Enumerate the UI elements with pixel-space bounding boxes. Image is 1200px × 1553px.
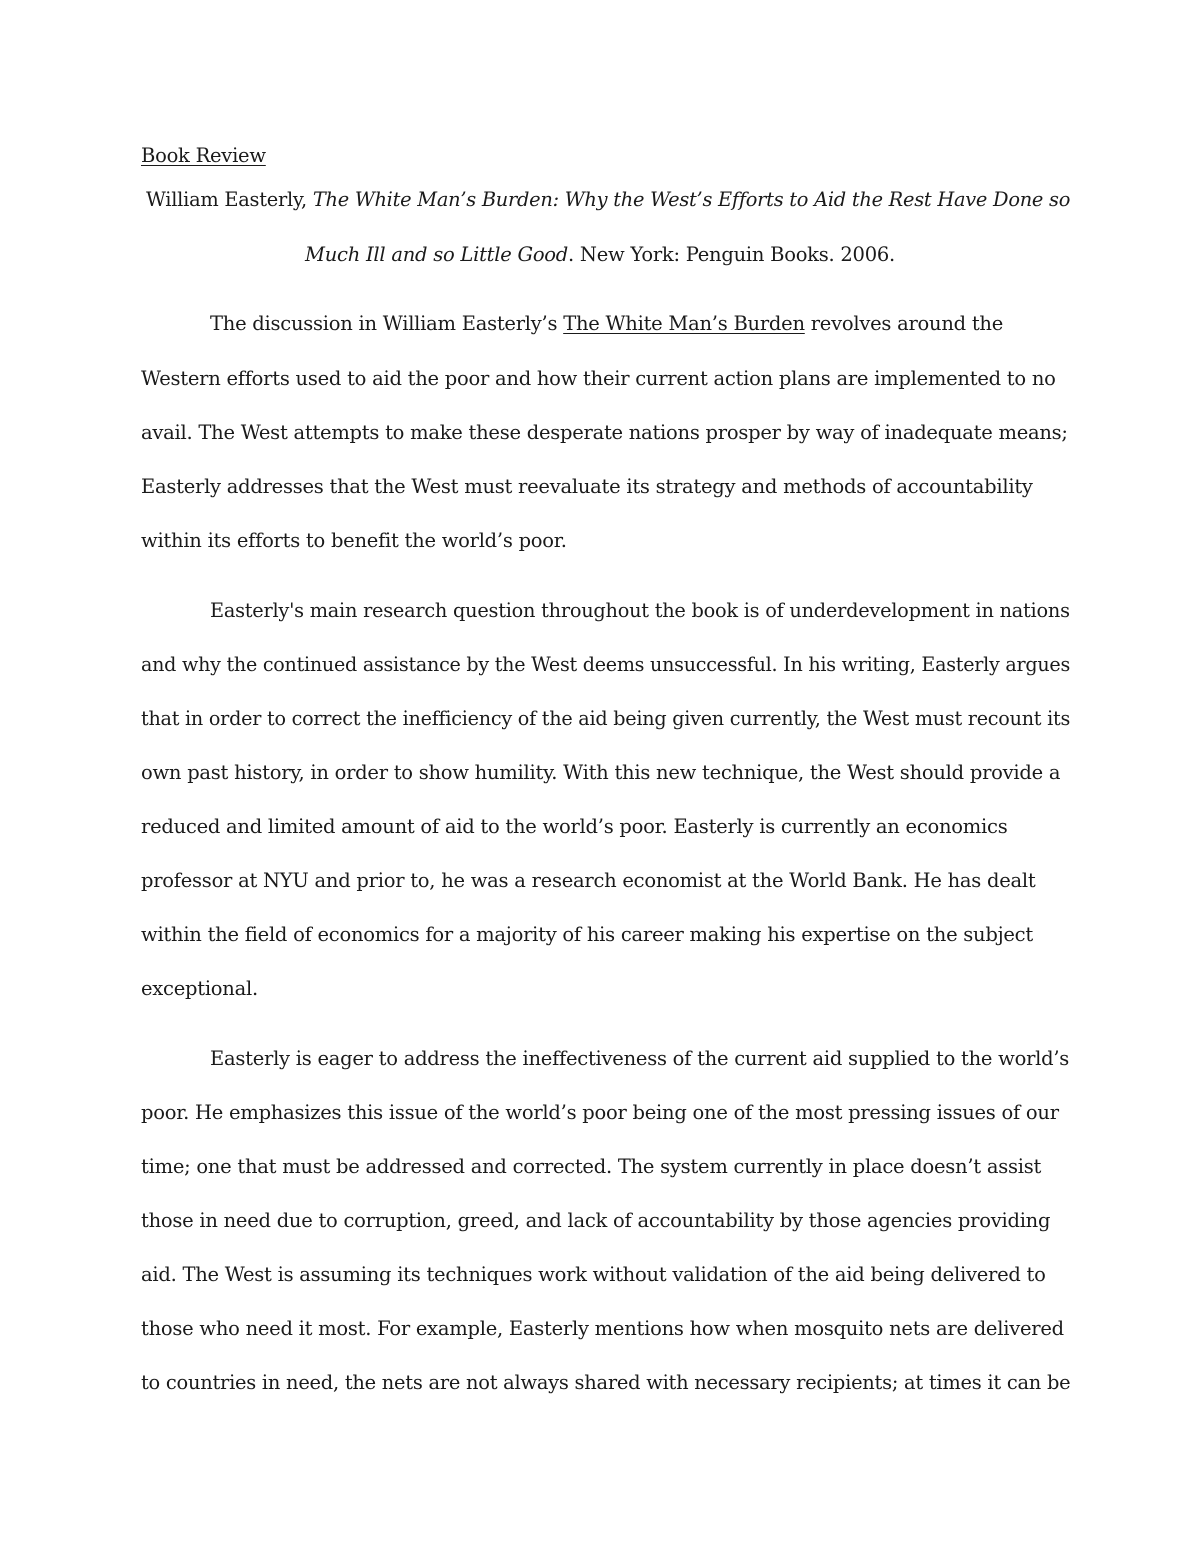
paragraph-1-text: revolves around the: [804, 312, 1004, 335]
book-title-underlined: The White Man’s Burden: [563, 312, 805, 335]
paragraph-2-line: professor at NYU and prior to, he was a research economist at the World Bank. He has dealt: [141, 869, 1036, 892]
paragraph-1-line-1: [210, 311, 1003, 337]
paragraph-3-line: poor. He emphasizes this issue of the world’s poor being one of the most pressing issues of our: [141, 1101, 1059, 1124]
paragraph-1-line: Western efforts used to aid the poor and how their current action plans are implemented to no: [141, 367, 1056, 390]
paragraph-1-text: The discussion in William Easterly’s: [210, 312, 564, 335]
paragraph-3-line: aid. The West is assuming its techniques work without validation of the aid being delivered to: [141, 1263, 1046, 1286]
paragraph-2-line: and why the continued assistance by the West deems unsuccessful. In his writing, Easterly argues: [141, 653, 1071, 676]
citation-title-part-1: The White Man’s Burden: Why the West’s Efforts to Aid the Rest Have Done so: [312, 188, 1071, 211]
paragraph-3-line: time; one that must be addressed and corrected. The system currently in place doesn’t assist: [141, 1155, 1042, 1178]
citation-author: William Easterly,: [146, 188, 313, 211]
paragraph-2-line: within the field of economics for a majority of his career making his expertise on the subject: [141, 923, 1033, 946]
paragraph-3-line: to countries in need, the nets are not always shared with necessary recipients; at times it can be: [141, 1371, 1071, 1394]
paragraph-3-line: those in need due to corruption, greed, and lack of accountability by those agencies providing: [141, 1209, 1051, 1232]
paragraph-1-line: Easterly addresses that the West must reevaluate its strategy and methods of accountability: [141, 475, 1033, 498]
document-heading: Book Review: [141, 144, 266, 167]
citation-publisher: . New York: Penguin Books. 2006.: [568, 243, 895, 266]
paragraph-2-line: that in order to correct the inefficiency of the aid being given currently, the West must recount its: [141, 707, 1071, 730]
paragraph-2-line: exceptional.: [141, 977, 258, 1000]
citation-line-1: [146, 187, 1070, 213]
paragraph-2-line: reduced and limited amount of aid to the world’s poor. Easterly is currently an economics: [141, 815, 1008, 838]
paragraph-1-line: avail. The West attempts to make these desperate nations prosper by way of inadequate means;: [141, 421, 1068, 444]
citation-line-2: [0, 242, 1200, 268]
paragraph-3-line: those who need it most. For example, Easterly mentions how when mosquito nets are delivered: [141, 1317, 1064, 1340]
paragraph-1-line: within its efforts to benefit the world’s poor.: [141, 529, 567, 552]
paragraph-3-line: Easterly is eager to address the ineffectiveness of the current aid supplied to the world’s: [210, 1047, 1070, 1070]
paragraph-2-line: Easterly's main research question throughout the book is of underdevelopment in nations: [210, 599, 1070, 622]
citation-title-part-2: Much Ill and so Little Good: [305, 243, 569, 266]
paragraph-2-line: own past history, in order to show humility. With this new technique, the West should provide a: [141, 761, 1061, 784]
